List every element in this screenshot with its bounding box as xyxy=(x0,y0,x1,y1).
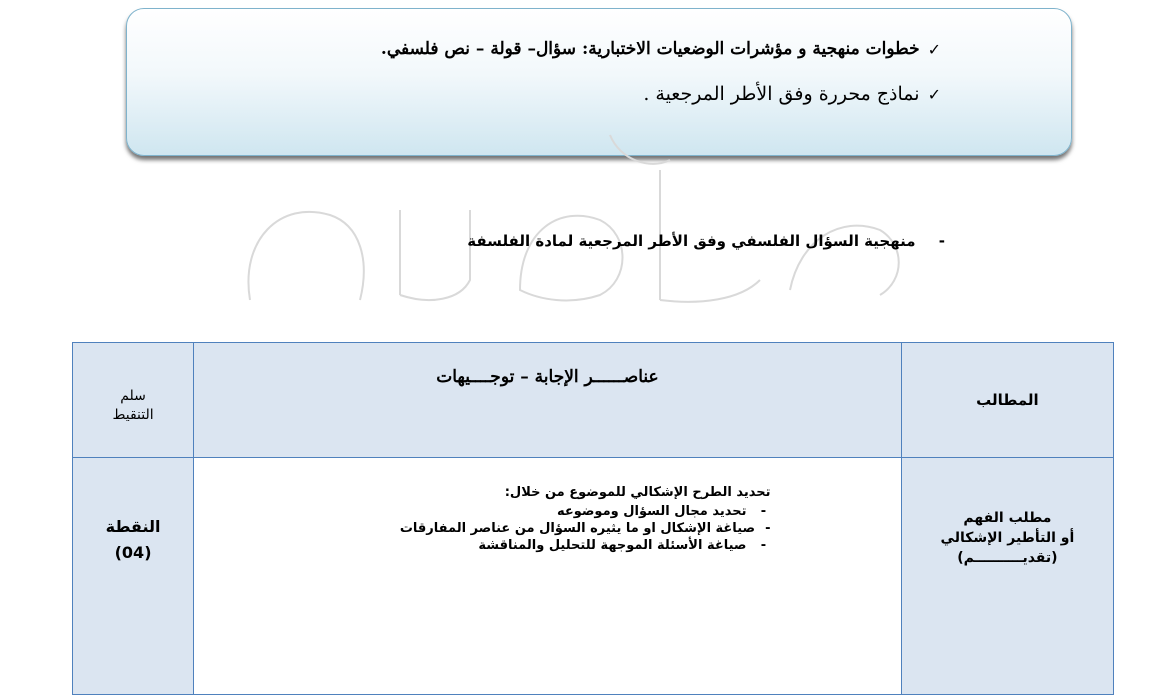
checkmark-icon: ✓ xyxy=(927,39,941,59)
header-score-line1: سلم xyxy=(120,388,146,404)
header-matalib: المطالب xyxy=(901,343,1113,458)
callout-line-models xyxy=(643,83,941,105)
checkmark-icon: ✓ xyxy=(927,84,941,104)
header-score-line2: التنقيط xyxy=(112,407,154,423)
callout-line-steps-text: خطوات منهجية و مؤشرات الوضعيات الاختبارية: سؤال– قولة – نص فلسفي. xyxy=(380,39,920,59)
row-score-cell xyxy=(73,458,194,695)
list-item xyxy=(440,537,770,554)
list-item xyxy=(399,520,771,537)
methodology-table xyxy=(72,342,1114,695)
table-row xyxy=(73,458,1114,695)
list-item-text: صياغة الأسئلة الموجهة للتحليل والمناقشة xyxy=(478,538,747,553)
list-item-dash: - xyxy=(760,504,767,519)
callout-line-models-text: نماذج محررة وفق الأطر المرجعية . xyxy=(643,83,920,105)
heading-dash: - xyxy=(938,232,945,250)
list-item-text: تحديد مجال السؤال وموضوعه xyxy=(556,504,747,519)
section-heading-text: منهجية السؤال الفلسفي وفق الأطر المرجعية لمادة الفلسفة xyxy=(467,232,916,250)
callout-line-steps xyxy=(381,39,941,59)
header-elements xyxy=(194,343,902,458)
list-item xyxy=(440,503,770,520)
list-item-dash: - xyxy=(760,538,767,553)
row-matalib-cell xyxy=(901,458,1113,695)
section-heading xyxy=(467,232,945,250)
header-score xyxy=(73,343,194,458)
header-elements-text: عناصــــــر الإجابة – توجــــيهات xyxy=(436,367,659,387)
table-header-row xyxy=(73,343,1114,458)
score-line2: (04) xyxy=(114,543,152,562)
elements-intro: تحديد الطرح الإشكالي للموضوع من خلال: xyxy=(504,485,771,500)
elements-list xyxy=(399,484,771,554)
list-item-dash: - xyxy=(765,521,771,536)
matalib-line3: (تقديــــــــــم) xyxy=(957,550,1058,566)
list-item-text: صياغة الإشكال او ما يثيره السؤال من عناصر المفارقات xyxy=(399,521,756,536)
score-line1: النقطة xyxy=(105,517,161,536)
matalib-line2: أو التأطير الإشكالي xyxy=(940,530,1075,546)
summary-callout xyxy=(126,8,1072,156)
row-elements-cell xyxy=(194,458,902,695)
matalib-line1: مطلب الفهم xyxy=(963,510,1052,526)
